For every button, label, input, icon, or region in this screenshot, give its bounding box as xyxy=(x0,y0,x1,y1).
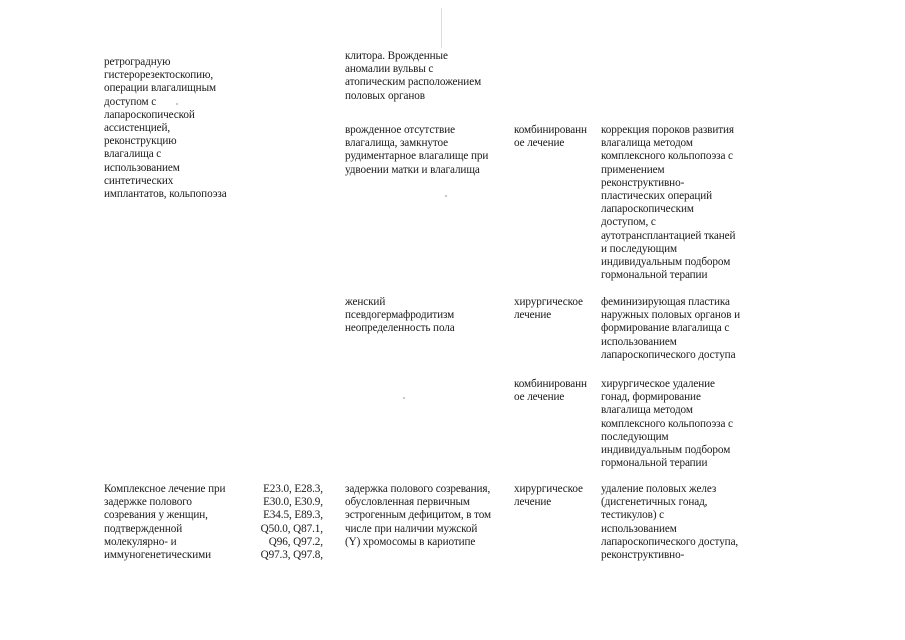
diagnosis-text-continued: клитора. Врожденные аномалии вульвы с атопическим расположением половых органов xyxy=(345,50,482,102)
diagnosis-cell: задержка полового созревания, обусловленная первичным эстрогенным дефицитом, в том числе при наличии мужской (Y) хромосомы в кариотипе xyxy=(345,483,492,548)
procedure-name-cell: Комплексное лечение при задержке полового созревания у женщин, подтвержденной молекулярно- и иммуногенетическими xyxy=(104,483,226,562)
diagnosis-cell: врожденное отсутствие влагалища, замкнутое рудиментарное влагалище при удвоении матки и влагалища xyxy=(345,124,489,176)
treatment-method-cell: удаление половых желез (дисгенетичных гонад, тестикулов) с использованием лапароскопического доступа, реконструктивно- xyxy=(601,483,739,562)
treatment-type-cell: хирургическое лечение xyxy=(514,483,583,509)
treatment-method-cell: хирургическое удаление гонад, формирование влагалища методом комплексного кольпопоэза с последующим индивидуальным подбором гормональной терапии xyxy=(601,378,733,470)
icd-codes-cell: E23.0, E28.3, E30.0, E30.9, E34.5, E89.3, Q50.0, Q87.1, Q96, Q97.2, Q97.3, Q97.8, xyxy=(260,483,323,562)
treatment-method-cell: феминизирующая пластика наружных половых органов и формирование влагалища с использованием лапароскопического доступа xyxy=(601,296,741,361)
scan-artifact-dot xyxy=(403,397,405,399)
scan-artifact-line xyxy=(441,8,442,48)
diagnosis-cell: женский псевдогермафродитизм неопределенность пола xyxy=(345,296,455,335)
treatment-type-cell: комбинированн ое лечение xyxy=(514,378,587,404)
scan-artifact-dot xyxy=(445,195,447,197)
treatment-type-cell: комбинированн ое лечение xyxy=(514,124,587,150)
treatment-type-cell: хирургическое лечение xyxy=(514,296,583,322)
procedure-text-continued: ретроградную гистерорезектоскопию, операции влагалищным доступом с лапароскопической ассистенцией, реконструкцию влагалища с использованием синтетических имплантатов, кольпопоэза xyxy=(104,56,227,201)
treatment-method-cell: коррекция пороков развития влагалища методом комплексного кольпопоэза с применением реконструктивно- пластических операций лапароскопическим доступом, с аутотрансплантацией тканей и последующим индивидуальным подбором гормональной терапии xyxy=(601,124,736,282)
